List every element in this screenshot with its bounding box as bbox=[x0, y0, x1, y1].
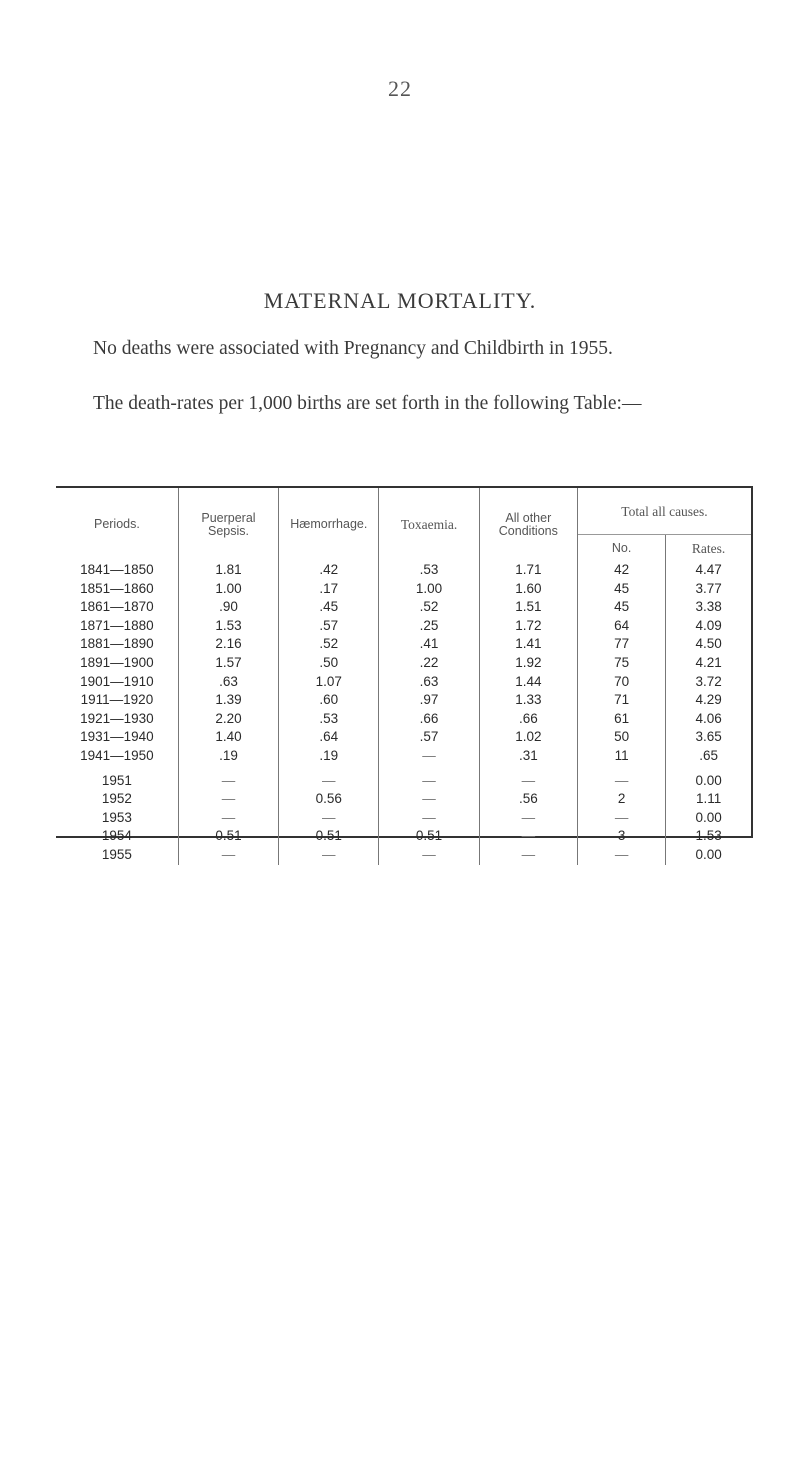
cell-toxaemia: .25 bbox=[379, 617, 479, 636]
header-periods: Periods. bbox=[93, 517, 140, 531]
cell-no: 71 bbox=[577, 691, 665, 710]
cell-no: 75 bbox=[577, 654, 665, 673]
cell-no: 64 bbox=[577, 617, 665, 636]
header-puerperal-sepsis bbox=[178, 488, 278, 561]
cell-haemorrhage: .45 bbox=[279, 598, 379, 617]
cell-haemorrhage: — bbox=[279, 809, 379, 828]
cell-rate: 0.00 bbox=[666, 846, 751, 865]
header-toxaemia: Toxaemia. bbox=[379, 488, 479, 561]
cell-toxaemia: .97 bbox=[379, 691, 479, 710]
cell-sepsis: — bbox=[178, 790, 278, 809]
header-haemorrhage: Hæmorrhage. bbox=[279, 488, 379, 561]
cell-toxaemia: .52 bbox=[379, 598, 479, 617]
table-row bbox=[56, 728, 751, 747]
cell-rate: 4.29 bbox=[666, 691, 751, 710]
cell-rate: 4.21 bbox=[666, 654, 751, 673]
cell-rate: 4.50 bbox=[666, 635, 751, 654]
cell-rate: 3.77 bbox=[666, 580, 751, 599]
cell-period: 1911—1920 bbox=[80, 692, 154, 708]
cell-sepsis: — bbox=[178, 809, 278, 828]
cell-other: .31 bbox=[479, 747, 577, 766]
cell-haemorrhage: .52 bbox=[279, 635, 379, 654]
cell-other: 1.60 bbox=[479, 580, 577, 599]
cell-no: — bbox=[577, 809, 665, 828]
cell-other: 1.02 bbox=[479, 728, 577, 747]
table-row bbox=[56, 654, 751, 673]
cell-haemorrhage: .19 bbox=[279, 747, 379, 766]
cell-period: 1871—1880 bbox=[80, 617, 154, 633]
table-row bbox=[56, 790, 751, 809]
cell-toxaemia: 0.51 bbox=[379, 827, 479, 846]
header-all-other-line2: Conditions bbox=[498, 523, 558, 538]
cell-toxaemia: — bbox=[379, 772, 479, 791]
table-row bbox=[56, 827, 751, 846]
cell-haemorrhage: .17 bbox=[279, 580, 379, 599]
cell-sepsis: — bbox=[178, 846, 278, 865]
table-row bbox=[56, 617, 751, 636]
table-row bbox=[56, 809, 751, 828]
cell-no: 2 bbox=[577, 790, 665, 809]
cell-haemorrhage: .42 bbox=[279, 561, 379, 580]
cell-haemorrhage: .60 bbox=[279, 691, 379, 710]
header-puerperal-line2: Sepsis. bbox=[207, 523, 249, 538]
cell-toxaemia: .22 bbox=[379, 654, 479, 673]
cell-other: 1.72 bbox=[479, 617, 577, 636]
mortality-rates-table bbox=[56, 488, 751, 865]
cell-period: 1881—1890 bbox=[80, 636, 154, 652]
page-number: 22 bbox=[388, 76, 412, 101]
cell-sepsis: .19 bbox=[178, 747, 278, 766]
cell-sepsis: .63 bbox=[178, 673, 278, 692]
cell-period: 1841—1850 bbox=[80, 562, 154, 577]
cell-period: 1953 bbox=[101, 809, 132, 825]
cell-sepsis: 1.39 bbox=[178, 691, 278, 710]
cell-rate: 0.00 bbox=[666, 772, 751, 791]
cell-no: 42 bbox=[577, 561, 665, 580]
cell-haemorrhage: .64 bbox=[279, 728, 379, 747]
cell-other: — bbox=[479, 827, 577, 846]
cell-haemorrhage: — bbox=[279, 772, 379, 791]
cell-no: 11 bbox=[577, 747, 665, 766]
cell-period: 1901—1910 bbox=[80, 673, 154, 689]
cell-toxaemia: .41 bbox=[379, 635, 479, 654]
cell-toxaemia: 1.00 bbox=[379, 580, 479, 599]
header-total-all-causes: Total all causes. bbox=[577, 488, 751, 535]
cell-other: .56 bbox=[479, 790, 577, 809]
cell-period: 1861—1870 bbox=[80, 599, 154, 615]
cell-rate: 1.11 bbox=[666, 790, 751, 809]
cell-toxaemia: — bbox=[379, 809, 479, 828]
cell-no: 50 bbox=[577, 728, 665, 747]
cell-other: 1.44 bbox=[479, 673, 577, 692]
cell-period: 1921—1930 bbox=[80, 710, 154, 726]
cell-no: 45 bbox=[577, 580, 665, 599]
cell-sepsis: 2.16 bbox=[178, 635, 278, 654]
cell-rate: 4.06 bbox=[666, 710, 751, 729]
cell-rate: .65 bbox=[666, 747, 751, 766]
header-all-other-conditions bbox=[479, 488, 577, 561]
cell-haemorrhage: .57 bbox=[279, 617, 379, 636]
cell-no: 3 bbox=[577, 827, 665, 846]
cell-sepsis: 2.20 bbox=[178, 710, 278, 729]
cell-toxaemia: — bbox=[379, 846, 479, 865]
cell-toxaemia: .63 bbox=[379, 673, 479, 692]
cell-rate: 3.72 bbox=[666, 673, 751, 692]
cell-no: 77 bbox=[577, 635, 665, 654]
cell-sepsis: 1.81 bbox=[178, 561, 278, 580]
cell-period: 1941—1950 bbox=[80, 747, 154, 763]
intro-paragraph: No deaths were associated with Pregnancy and Childbirth in 1955. bbox=[93, 338, 613, 359]
cell-sepsis: 1.53 bbox=[178, 617, 278, 636]
cell-sepsis: 1.57 bbox=[178, 654, 278, 673]
table-row bbox=[56, 561, 751, 580]
cell-toxaemia: — bbox=[379, 790, 479, 809]
cell-rate: 4.47 bbox=[666, 561, 751, 580]
cell-rate: 0.00 bbox=[666, 809, 751, 828]
table-row bbox=[56, 635, 751, 654]
cell-no: — bbox=[577, 846, 665, 865]
cell-period: 1891—1900 bbox=[80, 654, 154, 670]
cell-period: 1851—1860 bbox=[80, 580, 154, 596]
cell-toxaemia: .53 bbox=[379, 561, 479, 580]
cell-other: 1.41 bbox=[479, 635, 577, 654]
cell-toxaemia: .57 bbox=[379, 728, 479, 747]
table-row bbox=[56, 710, 751, 729]
table-intro-paragraph: The death-rates per 1,000 births are set forth in the following Table:— bbox=[93, 393, 642, 414]
cell-toxaemia: — bbox=[379, 747, 479, 766]
header-rates: Rates. bbox=[666, 535, 751, 562]
table-row bbox=[56, 772, 751, 791]
cell-sepsis: 1.40 bbox=[178, 728, 278, 747]
cell-toxaemia: .66 bbox=[379, 710, 479, 729]
cell-period: 1954 bbox=[101, 828, 132, 844]
cell-no: 45 bbox=[577, 598, 665, 617]
header-no: No. bbox=[577, 535, 665, 562]
table-row bbox=[56, 673, 751, 692]
cell-haemorrhage: .53 bbox=[279, 710, 379, 729]
cell-period: 1952 bbox=[101, 791, 132, 807]
table-row bbox=[56, 691, 751, 710]
header-all-other-line1: All other bbox=[505, 510, 552, 525]
cell-rate: 3.65 bbox=[666, 728, 751, 747]
cell-sepsis: 0.51 bbox=[178, 827, 278, 846]
cell-no: — bbox=[577, 772, 665, 791]
cell-no: 61 bbox=[577, 710, 665, 729]
cell-sepsis: .90 bbox=[178, 598, 278, 617]
table-row bbox=[56, 580, 751, 599]
table-row bbox=[56, 846, 751, 865]
cell-sepsis: — bbox=[178, 772, 278, 791]
cell-rate: 3.38 bbox=[666, 598, 751, 617]
cell-other: 1.71 bbox=[479, 561, 577, 580]
cell-no: 70 bbox=[577, 673, 665, 692]
table-row bbox=[56, 747, 751, 766]
cell-other: — bbox=[479, 846, 577, 865]
page-title: MATERNAL MORTALITY. bbox=[263, 288, 537, 313]
cell-period: 1951 bbox=[101, 772, 132, 788]
cell-other: — bbox=[479, 809, 577, 828]
cell-haemorrhage: .50 bbox=[279, 654, 379, 673]
cell-other: 1.51 bbox=[479, 598, 577, 617]
cell-haemorrhage: 0.56 bbox=[279, 790, 379, 809]
cell-period: 1931—1940 bbox=[80, 729, 154, 745]
cell-other: 1.33 bbox=[479, 691, 577, 710]
cell-other: 1.92 bbox=[479, 654, 577, 673]
cell-rate: 1.53 bbox=[666, 827, 751, 846]
header-puerperal-line1: Puerperal bbox=[201, 510, 256, 525]
cell-haemorrhage: 0.51 bbox=[279, 827, 379, 846]
cell-other: — bbox=[479, 772, 577, 791]
cell-sepsis: 1.00 bbox=[178, 580, 278, 599]
cell-other: .66 bbox=[479, 710, 577, 729]
table-row bbox=[56, 598, 751, 617]
cell-haemorrhage: — bbox=[279, 846, 379, 865]
maternal-mortality-table bbox=[56, 486, 753, 862]
cell-rate: 4.09 bbox=[666, 617, 751, 636]
cell-haemorrhage: 1.07 bbox=[279, 673, 379, 692]
cell-period: 1955 bbox=[101, 846, 132, 862]
